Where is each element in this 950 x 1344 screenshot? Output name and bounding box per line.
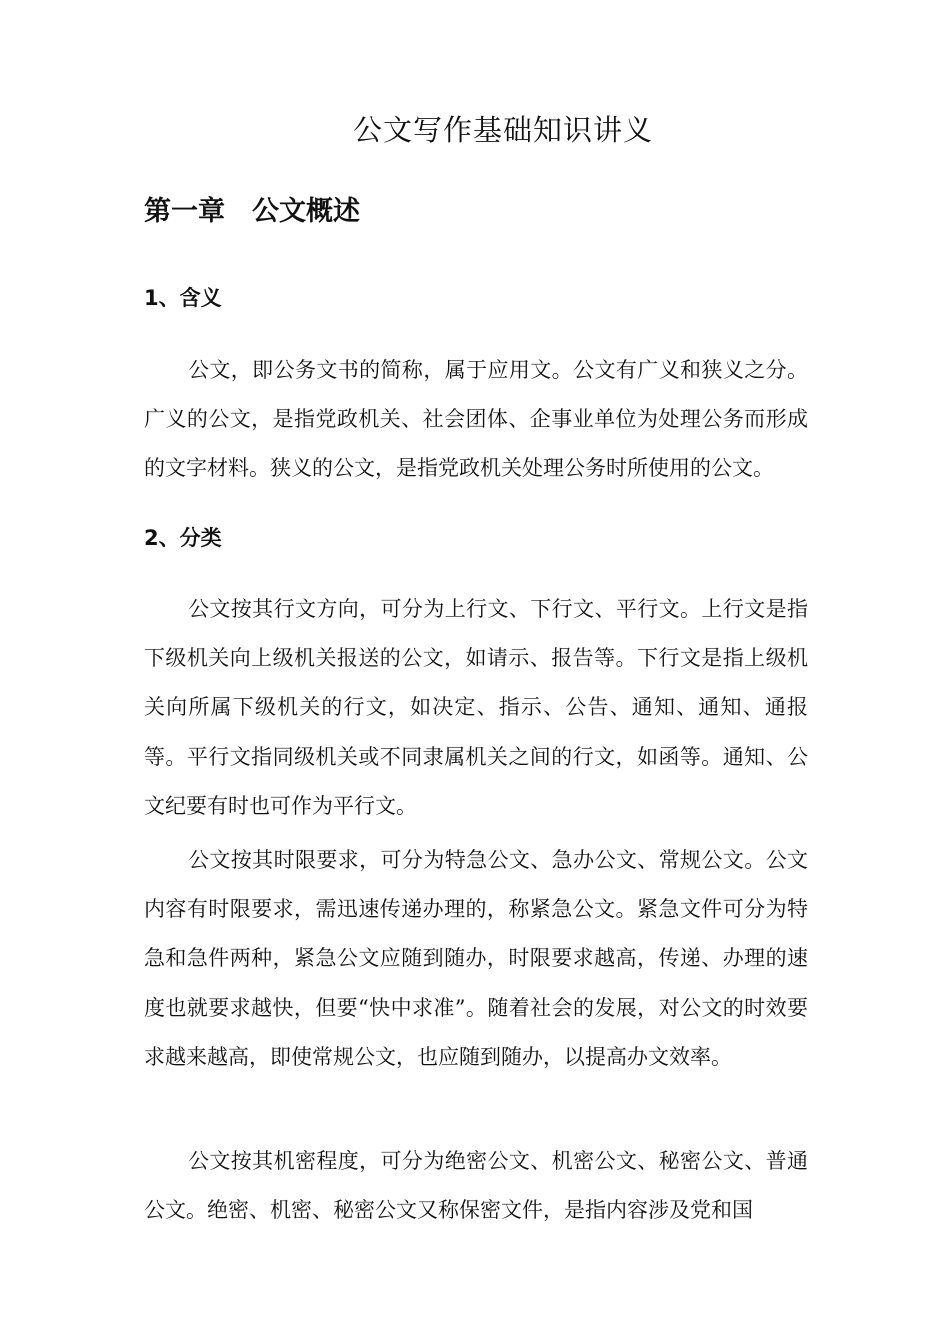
section-heading-classification: 2、分类	[144, 526, 222, 550]
paragraph-meaning: 公文，即公务文书的简称，属于应用文。公文有广义和狭义之分。广义的公文，是指党政机关、社会团体、企事业单位为处理公务而形成的文字材料。狭义的公文，是指党政机关处理公务时所使用的公文。	[144, 358, 808, 481]
paragraph-direction: 公文按其行文方向，可分为上行文、下行文、平行文。上行文是指下级机关向上级机关报送的公文，如请示、报告等。下行文是指上级机关向所属下级机关的行文，如决定、指示、公告、通知、通知、通报等。平行文指同级机关或不同隶属机关之间的行文，如函等。通知、公文纪要有时也可作为平行文。	[144, 597, 808, 818]
chapter-heading: 第一章 公文概述	[144, 196, 360, 227]
section-heading-meaning: 1、含义	[144, 286, 222, 310]
document-title: 公文写作基础知识讲义	[352, 113, 653, 147]
paragraph-time-limit: 公文按其时限要求，可分为特急公文、急办公文、常规公文。公文内容有时限要求，需迅速传递办理的，称紧急公文。紧急文件可分为特急和急件两种，紧急公文应随到随办，时限要求越高，传递、办理的速度也就要求越快，但要“快中求准”。随着社会的发展，对公文的时效要求越来越高，即使常规公文，也应随到随办，以提高办文效率。	[144, 848, 808, 1069]
paragraph-confidentiality: 公文按其机密程度，可分为绝密公文、机密公文、秘密公文、普通公文。绝密、机密、秘密公文又称保密文件，是指内容涉及党和国	[144, 1149, 808, 1223]
